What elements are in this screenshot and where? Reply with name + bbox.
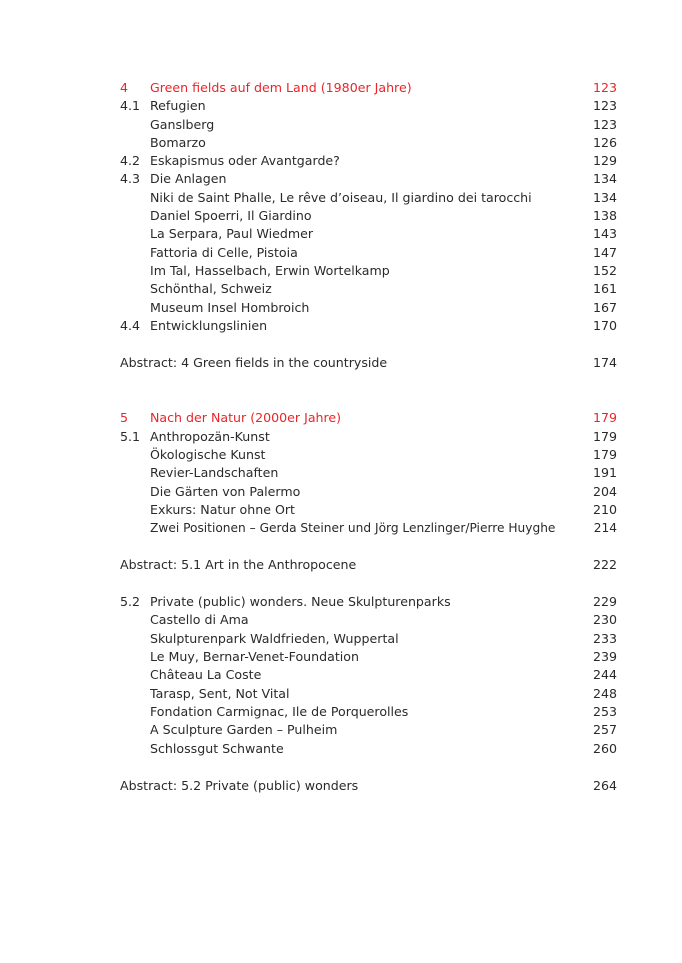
page-number: 204 bbox=[592, 484, 617, 499]
section-number: 4.1 bbox=[120, 98, 141, 113]
item-title: Ganslberg bbox=[150, 117, 215, 132]
abstract-title: Abstract: 4 Green fields in the countryside bbox=[120, 355, 388, 370]
item-title: Daniel Spoerri, Il Giardino bbox=[150, 208, 312, 223]
item-title: Château La Coste bbox=[150, 667, 262, 682]
page-number: 191 bbox=[592, 465, 617, 480]
section-number: 4.3 bbox=[120, 171, 141, 186]
abstract-title: Abstract: 5.1 Art in the Anthropocene bbox=[120, 557, 357, 572]
page-number: 229 bbox=[592, 594, 617, 609]
section-title: Private (public) wonders. Neue Skulpturenparks bbox=[150, 594, 451, 609]
item-title: Castello di Ama bbox=[150, 612, 249, 627]
page-number: 134 bbox=[592, 171, 617, 186]
toc-item[interactable] bbox=[120, 134, 617, 152]
page-number: 179 bbox=[592, 410, 617, 425]
toc-item[interactable] bbox=[120, 262, 617, 280]
toc-item[interactable] bbox=[120, 630, 617, 648]
toc-item[interactable] bbox=[120, 703, 617, 721]
toc-abstract-4[interactable] bbox=[120, 354, 617, 372]
item-title: Fattoria di Celle, Pistoia bbox=[150, 245, 298, 260]
page-number: 147 bbox=[592, 245, 617, 260]
page-number: 222 bbox=[592, 557, 617, 572]
toc-abstract-5-1[interactable] bbox=[120, 556, 617, 574]
toc-item[interactable] bbox=[120, 116, 617, 134]
page-number: 170 bbox=[592, 318, 617, 333]
item-title: Tarasp, Sent, Not Vital bbox=[150, 686, 290, 701]
toc-item[interactable] bbox=[120, 721, 617, 739]
section-number: 5.2 bbox=[120, 594, 141, 609]
page-number: 239 bbox=[592, 649, 617, 664]
item-title: Im Tal, Hasselbach, Erwin Wortelkamp bbox=[150, 263, 390, 278]
abstract-title: Abstract: 5.2 Private (public) wonders bbox=[120, 778, 359, 793]
item-title: Bomarzo bbox=[150, 135, 206, 150]
page-number: 134 bbox=[592, 190, 617, 205]
item-title: Ökologische Kunst bbox=[150, 447, 266, 462]
toc-section-4-2[interactable] bbox=[120, 152, 617, 170]
item-title: Die Gärten von Palermo bbox=[150, 484, 301, 499]
section-number: 5.1 bbox=[120, 429, 141, 444]
toc-section-5-2[interactable] bbox=[120, 593, 617, 611]
section-title: Refugien bbox=[150, 98, 206, 113]
page-number: 214 bbox=[593, 521, 617, 535]
item-title: Schönthal, Schweiz bbox=[150, 281, 272, 296]
item-title: Niki de Saint Phalle, Le rêve d’oiseau, Il giardino dei tarocchi bbox=[150, 190, 532, 205]
page-number: 123 bbox=[592, 80, 617, 95]
page-number: 126 bbox=[592, 135, 617, 150]
page-number: 233 bbox=[592, 631, 617, 646]
toc-abstract-5-2[interactable] bbox=[120, 777, 617, 795]
page-number: 152 bbox=[592, 263, 617, 278]
toc-item[interactable] bbox=[120, 685, 617, 703]
page-number: 210 bbox=[592, 502, 617, 517]
section-title: Eskapismus oder Avantgarde? bbox=[150, 153, 340, 168]
item-title: Le Muy, Bernar-Venet-Foundation bbox=[150, 649, 359, 664]
toc-chapter-4[interactable] bbox=[120, 79, 617, 97]
chapter-title: Green fields auf dem Land (1980er Jahre) bbox=[150, 80, 412, 95]
page-number: 138 bbox=[592, 208, 617, 223]
item-title: Skulpturenpark Waldfrieden, Wuppertal bbox=[150, 631, 399, 646]
section-title: Die Anlagen bbox=[150, 171, 227, 186]
toc-section-4-1[interactable] bbox=[120, 97, 617, 115]
toc-item[interactable] bbox=[120, 519, 617, 537]
toc-item[interactable] bbox=[120, 299, 617, 317]
toc-item[interactable] bbox=[120, 244, 617, 262]
item-title: La Serpara, Paul Wiedmer bbox=[150, 226, 314, 241]
item-title: Exkurs: Natur ohne Ort bbox=[150, 502, 295, 517]
page-number: 129 bbox=[592, 153, 617, 168]
section-title: Entwicklungslinien bbox=[150, 318, 268, 333]
page-number: 230 bbox=[592, 612, 617, 627]
toc-item[interactable] bbox=[120, 611, 617, 629]
toc-item[interactable] bbox=[120, 446, 617, 464]
page-number: 264 bbox=[592, 778, 617, 793]
item-title: A Sculpture Garden – Pulheim bbox=[150, 722, 338, 737]
item-title: Fondation Carmignac, Ile de Porquerolles bbox=[150, 704, 409, 719]
page-number: 167 bbox=[592, 300, 617, 315]
page-number: 244 bbox=[592, 667, 617, 682]
page-number: 161 bbox=[592, 281, 617, 296]
page-number: 260 bbox=[592, 741, 617, 756]
page-number: 248 bbox=[592, 686, 617, 701]
toc-chapter-5[interactable] bbox=[120, 409, 617, 427]
page-number: 253 bbox=[592, 704, 617, 719]
toc-item[interactable] bbox=[120, 464, 617, 482]
page-number: 143 bbox=[592, 226, 617, 241]
chapter-number: 5 bbox=[120, 410, 129, 425]
page-number: 257 bbox=[592, 722, 617, 737]
page-number: 179 bbox=[592, 447, 617, 462]
toc-item[interactable] bbox=[120, 189, 617, 207]
page-number: 123 bbox=[592, 117, 617, 132]
toc-item[interactable] bbox=[120, 225, 617, 243]
item-title: Zwei Positionen – Gerda Steiner und Jörg Lenzlinger/Pierre Huyghe bbox=[150, 521, 556, 535]
page-number: 174 bbox=[592, 355, 617, 370]
item-title: Revier-Landschaften bbox=[150, 465, 279, 480]
toc-section-4-4[interactable] bbox=[120, 317, 617, 335]
item-title: Museum Insel Hombroich bbox=[150, 300, 310, 315]
toc-item[interactable] bbox=[120, 501, 617, 519]
item-title: Schlossgut Schwante bbox=[150, 741, 284, 756]
toc-section-5-1[interactable] bbox=[120, 428, 617, 446]
page-number: 123 bbox=[592, 98, 617, 113]
toc-item[interactable] bbox=[120, 483, 617, 501]
toc-item[interactable] bbox=[120, 207, 617, 225]
section-title: Anthropozän-Kunst bbox=[150, 429, 270, 444]
toc-item[interactable] bbox=[120, 648, 617, 666]
toc-item[interactable] bbox=[120, 666, 617, 684]
toc-item[interactable] bbox=[120, 740, 617, 758]
section-number: 4.2 bbox=[120, 153, 141, 168]
toc-item[interactable] bbox=[120, 280, 617, 298]
toc-section-4-3[interactable] bbox=[120, 170, 617, 188]
page-number: 179 bbox=[592, 429, 617, 444]
chapter-number: 4 bbox=[120, 80, 129, 95]
section-number: 4.4 bbox=[120, 318, 141, 333]
chapter-title: Nach der Natur (2000er Jahre) bbox=[150, 410, 342, 425]
